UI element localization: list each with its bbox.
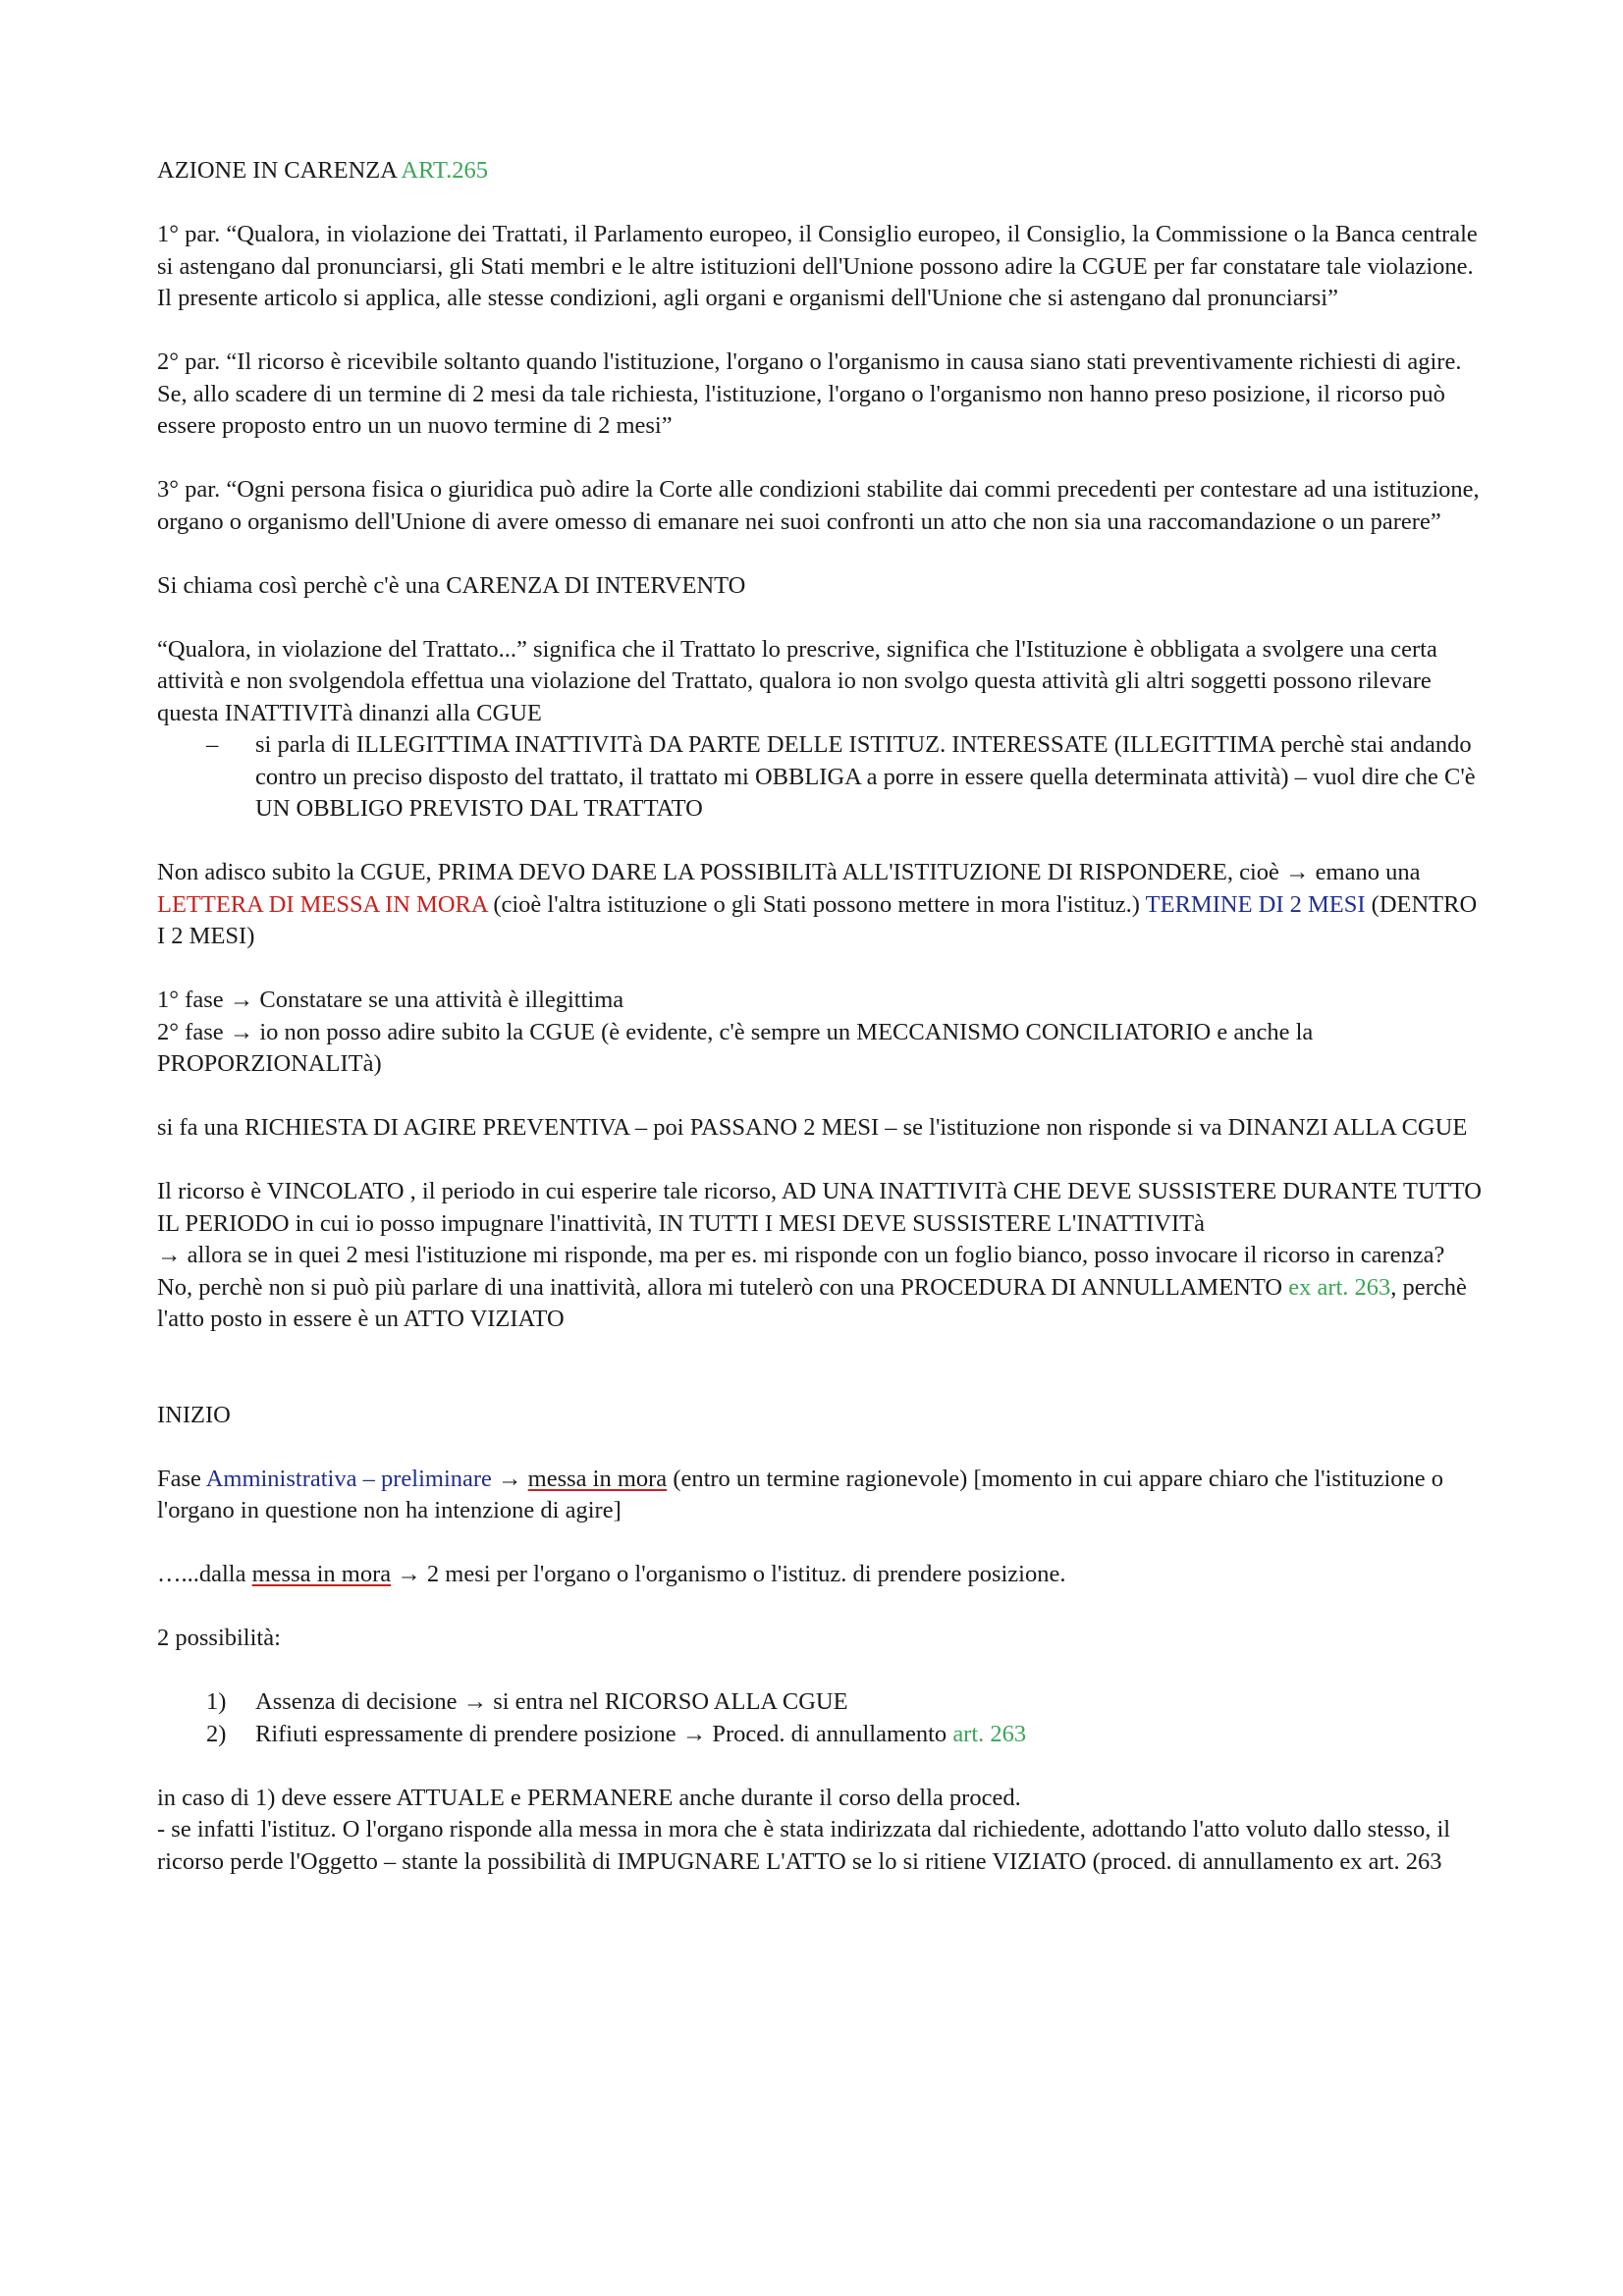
spacer <box>157 602 1483 634</box>
arrow-glyph: → <box>491 1465 528 1492</box>
mora-paragraph <box>157 857 1483 953</box>
list-item-text: Rifiuti espressamente di prendere posizione → Proced. di annullamento <box>255 1720 953 1747</box>
messa-in-mora-underlined: messa in mora <box>527 1465 668 1492</box>
spacer <box>157 315 1483 347</box>
title-article-ref: ART.265 <box>401 157 488 184</box>
caso-1-paragraph: in caso di 1) deve essere ATTUALE e PERMANERE anche durante il corso della proced. <box>157 1784 1021 1811</box>
options-list <box>157 1686 1483 1750</box>
dalla-paragraph <box>157 1559 1483 1591</box>
messa-in-mora-underlined: messa in mora <box>251 1561 392 1587</box>
list-item <box>157 729 1483 826</box>
inizio-heading: INIZIO <box>157 1401 231 1428</box>
spacer <box>157 826 1483 858</box>
spacer <box>157 1655 1483 1687</box>
document-title <box>157 155 1483 187</box>
spacer <box>157 1145 1483 1177</box>
fase-amministrativa-paragraph <box>157 1464 1483 1527</box>
spacer <box>157 443 1483 475</box>
spacer <box>157 1081 1483 1113</box>
fase-dash: – <box>356 1465 381 1492</box>
list-item <box>157 1686 1483 1719</box>
fase-1: 1° fase → Constatare se una attività è illegittima <box>157 987 624 1013</box>
fase-amm-text-2: (entro un termine ragionevole) [momento in cui appare chiaro che l'istituzione o l'organo in questione non ha intenzione di agire] <box>157 1465 1444 1523</box>
qualora-paragraph: “Qualora, in violazione del Trattato...” significa che il Trattato lo prescrive, significa che l'Istituzione è obbligata a svolgere una certa attività e non svolgendola effettua una violazione del Trattato, qualora io non svolgo questa attività gli altri soggetti possono rilevare questa INATTIVITà dinanzi alla CGUE <box>157 635 1437 726</box>
number-marker: 2) <box>206 1720 227 1747</box>
allora-text-2: , perchè l'atto posto in essere è un ATTO VIZIATO <box>157 1273 1467 1332</box>
list-item <box>157 1719 1483 1751</box>
vincolato-paragraph: Il ricorso è VINCOLATO , il periodo in cui esperire tale ricorso, AD UNA INATTIVITà CHE DEVE SUSSISTERE DURANTE TUTTO IL PERIODO in cui io posso impugnare l'inattività, IN TUTTI I MESI DEVE SUSSISTERE L'INATTIVITà <box>157 1178 1482 1237</box>
art-263-ref: ex art. 263 <box>1288 1273 1391 1301</box>
allora-text-1: → allora se in quei 2 mesi l'istituzione mi risponde, ma per es. mi risponde con un foglio bianco, posso invocare il ricorso in carenza? No, perchè non si può più parlare di una inattività, allora mi tutelerò con una PROCEDURA DI ANNULLAMENTO <box>157 1242 1445 1301</box>
mora-text-3: (DENTRO I 2 MESI) <box>157 890 1478 949</box>
dash-list <box>157 729 1483 826</box>
mora-text-1: Non adisco subito la CGUE, PRIMA DEVO DARE LA POSSIBILITà ALL'ISTITUZIONE DI RISPONDERE, cioè → emano una <box>157 859 1421 885</box>
amministrativa-word: Amministrativa <box>205 1465 357 1492</box>
spacer <box>157 953 1483 986</box>
spacer <box>157 1336 1483 1400</box>
fase-text: Fase <box>157 1465 206 1492</box>
carenza-paragraph: Si chiama così perchè c'è una CARENZA DI INTERVENTO <box>157 571 746 599</box>
spacer <box>157 1750 1483 1783</box>
document-page <box>157 155 1483 1878</box>
title-text: AZIONE IN CARENZA <box>157 157 402 184</box>
spacer <box>157 1431 1483 1464</box>
preliminare-word: preliminare <box>380 1465 492 1492</box>
possibilita-heading: 2 possibilità: <box>157 1625 281 1651</box>
fase-2: 2° fase → io non posso adire subito la CGUE (è evidente, c'è sempre un MECCANISMO CONCILIATORIO e anche la PROPORZIONALITà) <box>157 1018 1314 1077</box>
paragraph-2: 2° par. “Il ricorso è ricevibile soltanto quando l'istituzione, l'organo o l'organismo in causa siano stati preventivamente richiesti di agire. Se, allo scadere di un termine di 2 mesi da tale richiesta, l'istituzione, l'organo o l'organismo non hanno preso posizione, il ricorso può essere proposto entro un un nuovo termine di 2 mesi” <box>157 348 1462 439</box>
dalla-text-2: → 2 mesi per l'organo o l'organismo o l'istituz. di prendere posizione. <box>391 1561 1066 1587</box>
lettera-messa-in-mora: LETTERA DI MESSA IN MORA <box>157 890 488 918</box>
allora-paragraph <box>157 1240 1483 1336</box>
richiesta-paragraph: si fa una RICHIESTA DI AGIRE PREVENTIVA – poi PASSANO 2 MESI – se l'istituzione non risponde si va DINANZI ALLA CGUE <box>157 1114 1468 1141</box>
paragraph-3: 3° par. “Ogni persona fisica o giuridica può adire la Corte alle condizioni stabilite dai commi precedenti per contestare ad una istituzione, organo o organismo dell'Unione di avere omesso di emanare nei suoi confronti un atto che non sia una raccomandazione o un parere” <box>157 476 1480 535</box>
spacer <box>157 1527 1483 1560</box>
infatti-paragraph: - se infatti l'istituz. O l'organo risponde alla messa in mora che è stata indirizzata dal richiedente, adottando l'atto voluto dallo stesso, il ricorso perde l'Oggetto – stante la possibilità di IMPUGNARE L'ATTO se lo si ritiene VIZIATO (proced. di annullamento ex art. 263 <box>157 1816 1451 1875</box>
paragraph-1: 1° par. “Qualora, in violazione dei Trattati, il Parlamento europeo, il Consiglio europeo, il Consiglio, la Commissione o la Banca centrale si astengano dal pronunciarsi, gli Stati membri e le altre istituzioni dell'Unione possono adire la CGUE per far constatare tale violazione. Il presente articolo si applica, alle stesse condizioni, agli organi e organismi dell'Unione che si astengano dal pronunciarsi” <box>157 221 1478 311</box>
termine-2-mesi: TERMINE DI 2 MESI <box>1145 890 1366 918</box>
spacer <box>157 1591 1483 1624</box>
number-marker: 1) <box>206 1688 227 1715</box>
dash-marker: – <box>206 731 219 758</box>
spacer <box>157 538 1483 570</box>
mora-text-2: (cioè l'altra istituzione o gli Stati possono mettere in mora l'istituz.) <box>487 890 1146 918</box>
list-item-text: si parla di ILLEGITTIMA INATTIVITà DA PARTE DELLE ISTITUZ. INTERESSATE (ILLEGITTIMA perchè stai andando contro un preciso disposto del trattato, il trattato mi OBBLIGA a porre in essere quella determinata attività) – vuol dire che C'è UN OBBLIGO PREVISTO DAL TRATTATO <box>255 731 1476 822</box>
spacer <box>157 187 1483 220</box>
art-263-ref: art. 263 <box>952 1720 1027 1747</box>
dalla-text-1: …...dalla <box>157 1561 252 1587</box>
list-item-text: Assenza di decisione → si entra nel RICORSO ALLA CGUE <box>255 1688 848 1715</box>
